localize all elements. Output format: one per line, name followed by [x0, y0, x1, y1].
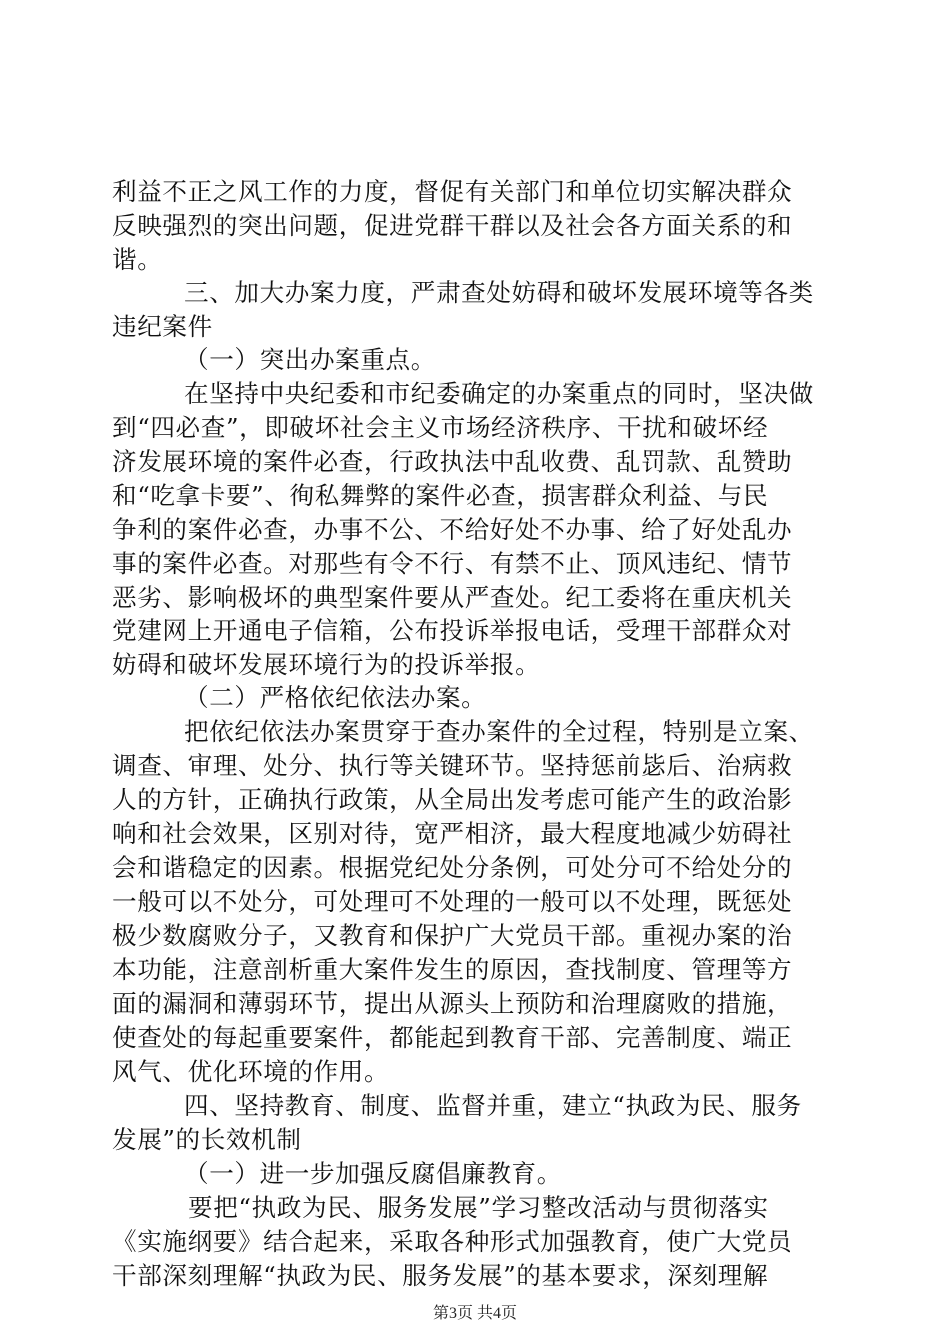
section-heading-4: 四、坚持教育、制度、监督并重，建立“执政为民、服务 — [184, 1091, 802, 1120]
section-heading-3-cont: 违纪案件 — [112, 312, 213, 341]
text-line: 使查处的每起重要案件，都能起到教育干部、完善制度、端正 — [112, 1023, 793, 1052]
subheading: （一）进一步加强反腐倡廉教育。 — [184, 1159, 562, 1188]
text-line: 事的案件必查。对那些有令不行、有禁不止、顶风违纪、情节 — [112, 549, 793, 578]
text-line: 党建网上开通电子信箱，公布投诉举报电话，受理干部群众对 — [112, 616, 793, 645]
section-heading-3: 三、加大办案力度，严肃查处妨碍和破坏发展环境等各类 — [184, 278, 814, 307]
text-line: 响和社会效果，区别对待，宽严相济，最大程度地减少妨碍社 — [112, 819, 793, 848]
text-line: 会和谐稳定的因素。根据党纪处分条例，可处分可不给处分的 — [112, 853, 793, 882]
text-line: 调查、审理、处分、执行等关键环节。坚持惩前毖后、治病救 — [112, 751, 793, 780]
text-line: 和“吃拿卡要”、徇私舞弊的案件必查，损害群众利益、与民 — [112, 481, 769, 510]
text-line: 利益不正之风工作的力度，督促有关部门和单位切实解决群众 — [112, 177, 793, 206]
subheading: （二）严格依纪依法办案。 — [184, 683, 487, 712]
text-line: 济发展环境的案件必查，行政执法中乱收费、乱罚款、乱赞助 — [112, 447, 793, 476]
text-line: 人的方针，正确执行政策，从全局出发考虑可能产生的政治影 — [112, 785, 793, 814]
text-line: 反映强烈的突出问题，促进党群干群以及社会各方面关系的和 — [112, 211, 793, 240]
text-line: 风气、优化环境的作用。 — [112, 1057, 390, 1086]
text-line: 恶劣、影响极坏的典型案件要从严查处。纪工委将在重庆机关 — [112, 583, 793, 612]
text-line: 争利的案件必查，办事不公、不给好处不办事、给了好处乱办 — [112, 515, 793, 544]
subheading: （一）突出办案重点。 — [184, 345, 436, 374]
text-line: 在坚持中央纪委和市纪委确定的办案重点的同时，坚决做 — [184, 379, 814, 408]
page-number: 第3页 共4页 — [432, 1305, 517, 1322]
text-line: 极少数腐败分子，又教育和保护广大党员干部。重视办案的治 — [112, 921, 793, 950]
text-line: 《实施纲要》结合起来，采取各种形式加强教育，使广大党员 — [112, 1227, 793, 1256]
text-line: 面的漏洞和薄弱环节，提出从源头上预防和治理腐败的措施， — [112, 989, 793, 1018]
text-line: 干部深刻理解“执政为民、服务发展”的基本要求，深刻理解 — [112, 1261, 769, 1290]
text-line: 本功能，注意剖析重大案件发生的原因，查找制度、管理等方 — [112, 955, 793, 984]
text-line: 妨碍和破坏发展环境行为的投诉举报。 — [112, 650, 541, 679]
text-line: 一般可以不处分，可处理可不处理的一般可以不处理，既惩处 — [112, 887, 793, 916]
text-line: 到“四必查”，即破坏社会主义市场经济秩序、干扰和破坏经 — [112, 413, 769, 442]
section-heading-4-cont: 发展”的长效机制 — [112, 1125, 302, 1154]
text-line: 谐。 — [112, 245, 163, 274]
text-line: 要把“执政为民、服务发展”学习整改活动与贯彻落实 — [188, 1193, 769, 1222]
text-line: 把依纪依法办案贯穿于查办案件的全过程，特别是立案、 — [184, 717, 814, 746]
